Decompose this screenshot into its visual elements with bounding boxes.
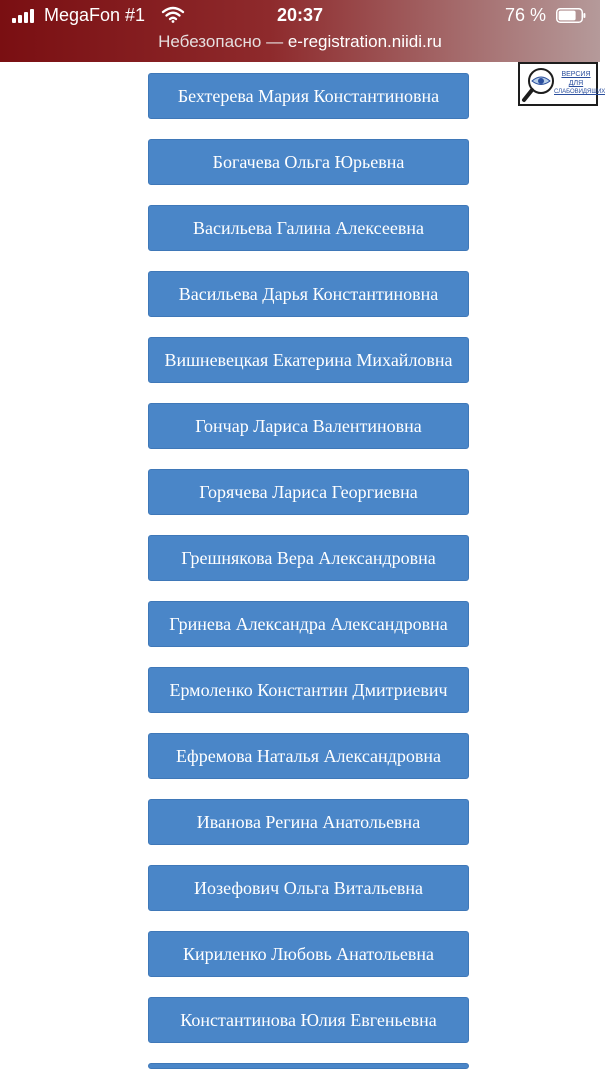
doctor-button[interactable]: Горячева Лариса Георгиевна	[148, 469, 469, 515]
doctor-button[interactable]: Васильева Дарья Константиновна	[148, 271, 469, 317]
low-vision-label-1: ВЕРСИЯ	[561, 71, 591, 78]
doctor-button[interactable]: Вишневецкая Екатерина Михайловна	[148, 337, 469, 383]
doctor-button-partial[interactable]	[148, 1063, 469, 1069]
address-bar[interactable]	[0, 32, 600, 52]
doctor-button[interactable]: Гончар Лариса Валентиновна	[148, 403, 469, 449]
doctor-button[interactable]: Грешнякова Вера Александровна	[148, 535, 469, 581]
doctor-button[interactable]: Иванова Регина Анатольевна	[148, 799, 469, 845]
low-vision-label-2: ДЛЯ	[568, 80, 584, 87]
magnifier-eye-icon	[522, 66, 556, 104]
security-warning: Небезопасно —	[158, 32, 288, 51]
doctor-list	[148, 73, 469, 1089]
doctor-button[interactable]: Ефремова Наталья Александровна	[148, 733, 469, 779]
battery-icon	[556, 8, 586, 23]
doctor-button[interactable]: Кириленко Любовь Анатольевна	[148, 931, 469, 977]
low-vision-label-3: СЛАБОВИДЯЩИХ	[554, 89, 605, 95]
doctor-button[interactable]: Ермоленко Константин Дмитриевич	[148, 667, 469, 713]
low-vision-version-button[interactable]	[518, 62, 605, 106]
doctor-button[interactable]: Васильева Галина Алексеевна	[148, 205, 469, 251]
url-host: e-registration.niidi.ru	[287, 32, 442, 51]
clock: 20:37	[276, 5, 324, 25]
battery-percent: 76 %	[504, 5, 546, 25]
doctor-button[interactable]: Богачева Ольга Юрьевна	[148, 139, 469, 185]
doctor-button[interactable]: Иозефович Ольга Витальевна	[148, 865, 469, 911]
carrier-name: MegaFon #1	[44, 5, 146, 25]
status-bar	[0, 0, 600, 34]
browser-top-bar	[0, 0, 600, 62]
doctor-button[interactable]: Бехтерева Мария Константиновна	[148, 73, 469, 119]
doctor-button[interactable]: Гринева Александра Александровна	[148, 601, 469, 647]
doctor-button[interactable]: Константинова Юлия Евгеньевна	[148, 997, 469, 1043]
